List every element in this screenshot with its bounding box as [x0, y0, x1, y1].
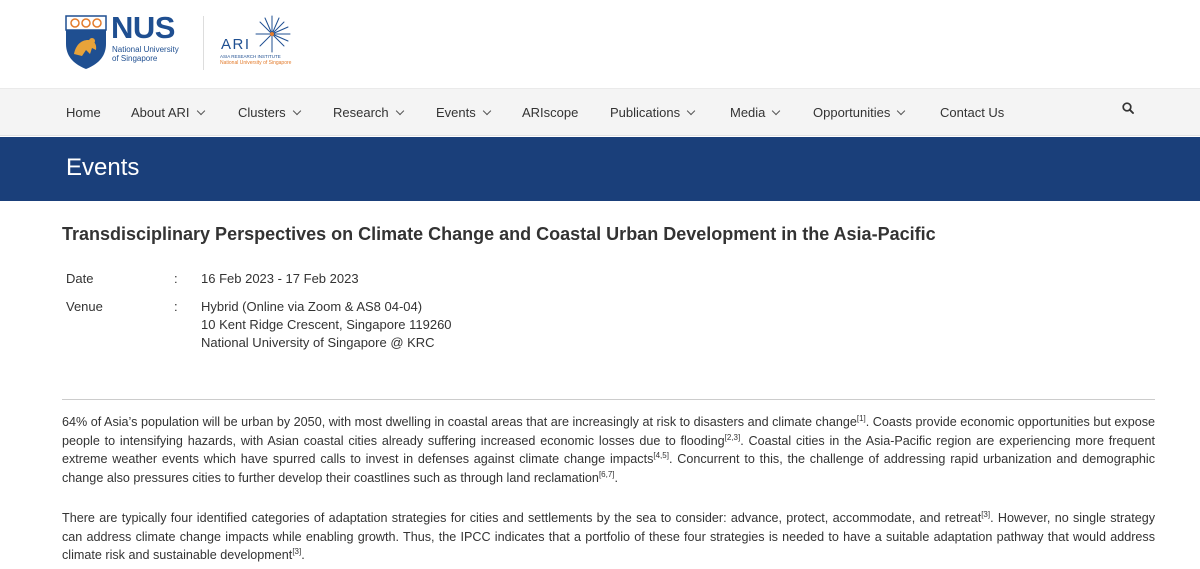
nus-subtitle-line1: National University: [112, 45, 179, 54]
nav-events[interactable]: [436, 105, 490, 120]
venue-value: [201, 298, 452, 352]
paragraph-text: 64% of Asia’s population will be urban by 2050, with most dwelling in coastal areas that are increasingly at risk to disasters and climate change: [62, 415, 857, 429]
ari-starburst-icon: [252, 14, 292, 54]
nav-label: Events: [436, 105, 476, 120]
nav-clusters[interactable]: [238, 105, 300, 120]
venue-colon: :: [174, 299, 178, 314]
ari-wordmark: ARI: [221, 36, 251, 53]
nav-ariscope[interactable]: [522, 105, 578, 120]
page-banner: [0, 137, 1200, 201]
body-paragraph-2: [62, 509, 1155, 565]
citation: [2,3]: [724, 432, 741, 442]
citation: [3]: [292, 546, 302, 556]
chevron-down-icon: [687, 106, 695, 114]
paragraph-text: . Concurrent to this, the challenge of addressing rapid urbanization and demographic change also pressures cities to further develop their coastlines such as through land reclamation: [62, 452, 1155, 485]
chevron-down-icon: [483, 106, 491, 114]
nus-logo[interactable]: [64, 10, 192, 72]
nav-contact-us[interactable]: [940, 105, 1004, 120]
venue-line: Hybrid (Online via Zoom & AS8 04-04): [201, 299, 423, 314]
nav-label: Contact Us: [940, 105, 1005, 120]
nav-label: About ARI: [131, 105, 190, 120]
nav-home[interactable]: [66, 105, 101, 120]
nav-label: Media: [730, 105, 766, 120]
chevron-down-icon: [196, 106, 204, 114]
ari-tagline: ASIA RESEARCH INSTITUTE: [220, 54, 281, 59]
nav-label: ARIscope: [522, 105, 579, 120]
nav-label: Clusters: [238, 105, 286, 120]
logo-divider: [203, 16, 204, 70]
chevron-down-icon: [772, 106, 780, 114]
venue-label: Venue: [66, 299, 103, 314]
citation: [3]: [981, 509, 991, 519]
date-value: 16 Feb 2023 - 17 Feb 2023: [201, 271, 359, 286]
nav-label: Opportunities: [813, 105, 891, 120]
citation: [4,5]: [653, 450, 669, 460]
search-icon[interactable]: [1122, 102, 1134, 114]
page-title: Events: [66, 154, 140, 181]
main-nav: [0, 88, 1200, 136]
date-colon: :: [174, 271, 178, 286]
nav-opportunities[interactable]: [813, 105, 904, 120]
chevron-down-icon: [292, 106, 300, 114]
nus-subtitle-line2: of Singapore: [112, 54, 158, 63]
paragraph-text: . Coastal cities in the Asia-Pacific region are experiencing more frequent extreme weather events which have spurred calls to invest in defenses against climate change impacts: [62, 433, 1156, 466]
nav-about-ari[interactable]: [131, 105, 204, 120]
ari-logo[interactable]: [218, 14, 296, 72]
chevron-down-icon: [897, 106, 905, 114]
nav-label: Home: [66, 105, 101, 120]
nav-label: Publications: [610, 105, 681, 120]
nus-wordmark: NUS: [111, 10, 175, 45]
body-paragraph-1: [62, 413, 1155, 487]
nav-research[interactable]: [333, 105, 403, 120]
chevron-down-icon: [395, 106, 403, 114]
venue-line: 10 Kent Ridge Crescent, Singapore 119260: [201, 317, 452, 332]
paragraph-text: .: [301, 548, 305, 562]
content-divider: [62, 399, 1155, 400]
nav-label: Research: [333, 105, 389, 120]
paragraph-text: .: [614, 470, 619, 485]
site-header: [0, 0, 1200, 88]
venue-line: National University of Singapore @ KRC: [201, 335, 435, 350]
paragraph-text: . Coasts provide economic opportunities but expose people to intensifying hazards, with Asian coastal cities already suffering increased economic losses due to flooding: [62, 415, 1156, 448]
citation: [6,7]: [598, 469, 615, 479]
paragraph-text: There are typically four identified categories of adaptation strategies for cities and settlements by the sea to consider: advance, protect, accommodate, and retreat: [62, 511, 982, 525]
nav-media[interactable]: [730, 105, 779, 120]
nav-publications[interactable]: [610, 105, 694, 120]
ari-affiliation: National University of Singapore: [220, 60, 292, 66]
citation: [1]: [856, 413, 866, 423]
date-label: Date: [66, 271, 94, 286]
nus-crest-icon: [64, 14, 108, 70]
nus-subtitle: [112, 45, 192, 63]
paragraph-text: . However, no single strategy can address climate change impacts while enabling growth. Thus, the IPCC indicates that a portfolio of these four strategies is needed to have a suitable adaptation pathway that would address climate risk and sustainable development: [62, 511, 1156, 562]
event-title: Transdisciplinary Perspectives on Climate Change and Coastal Urban Development in the Asia-Pacific: [62, 224, 936, 244]
